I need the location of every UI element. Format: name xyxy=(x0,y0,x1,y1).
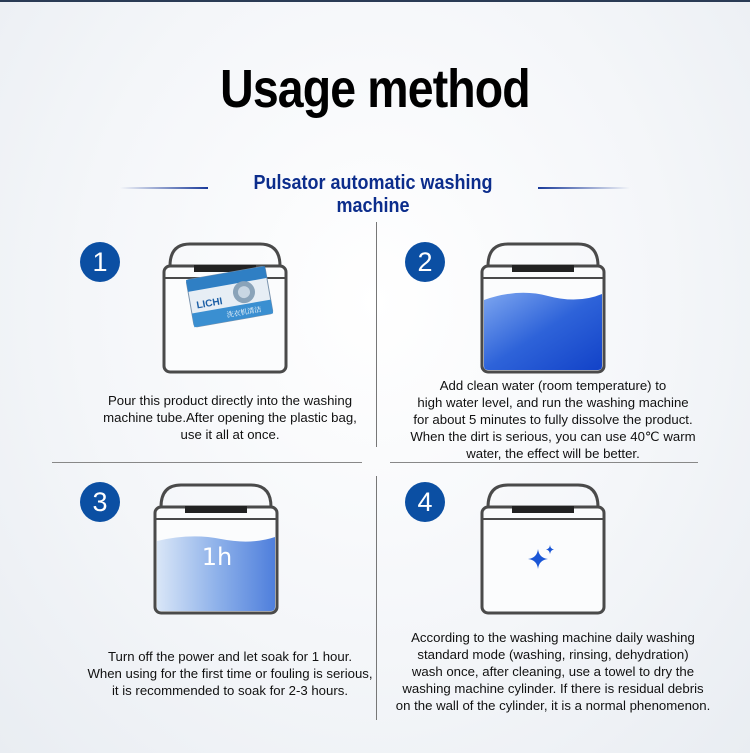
step-2-number-badge: 2 xyxy=(405,242,445,282)
subtitle-rule-left xyxy=(120,187,208,189)
package-brand: LICHI xyxy=(195,296,224,312)
step-4-number-badge: 4 xyxy=(405,482,445,522)
top-border xyxy=(0,0,750,2)
washing-machine-clean-icon xyxy=(478,479,608,617)
page-title: Usage method xyxy=(220,59,530,119)
step-3-number-badge: 3 xyxy=(80,482,120,522)
subtitle-rule-right xyxy=(538,187,630,189)
subtitle: Pulsator automatic washing machine xyxy=(253,172,493,217)
washing-machine-soak-icon xyxy=(151,479,281,617)
step-2-description: Add clean water (room temperature) to high water level, and run the washing machine for about 5 minutes to fully dissolve the product. When the dirt is serious, you can use 40℃ warm water, the effect will be better. xyxy=(410,378,696,461)
step-3-description: Turn off the power and let soak for 1 hour. When using for the first time or fouling is serious, it is recommended to soak for 2-3 hours. xyxy=(87,649,373,698)
step-1-description: Pour this product directly into the washing machine tube.After opening the plastic bag, use it all at once. xyxy=(103,393,357,442)
step-4-description: According to the washing machine daily washing standard mode (washing, rinsing, dehydration) wash once, after cleaning, use a towel to dry the washing machine cylinder. If there is residual debris on the wall of the cylinder, it is a normal phenomenon. xyxy=(395,630,711,713)
soak-time-label: 1h xyxy=(201,543,233,571)
package-label: 洗衣机清洁 xyxy=(226,305,262,320)
subtitle-banner xyxy=(120,172,630,217)
washing-machine-water-icon xyxy=(478,238,608,376)
divider-horizontal-left xyxy=(52,462,362,463)
washing-machine-detergent-icon xyxy=(160,238,290,376)
step-1-number-badge: 1 xyxy=(80,242,120,282)
divider-horizontal-right xyxy=(390,462,698,463)
